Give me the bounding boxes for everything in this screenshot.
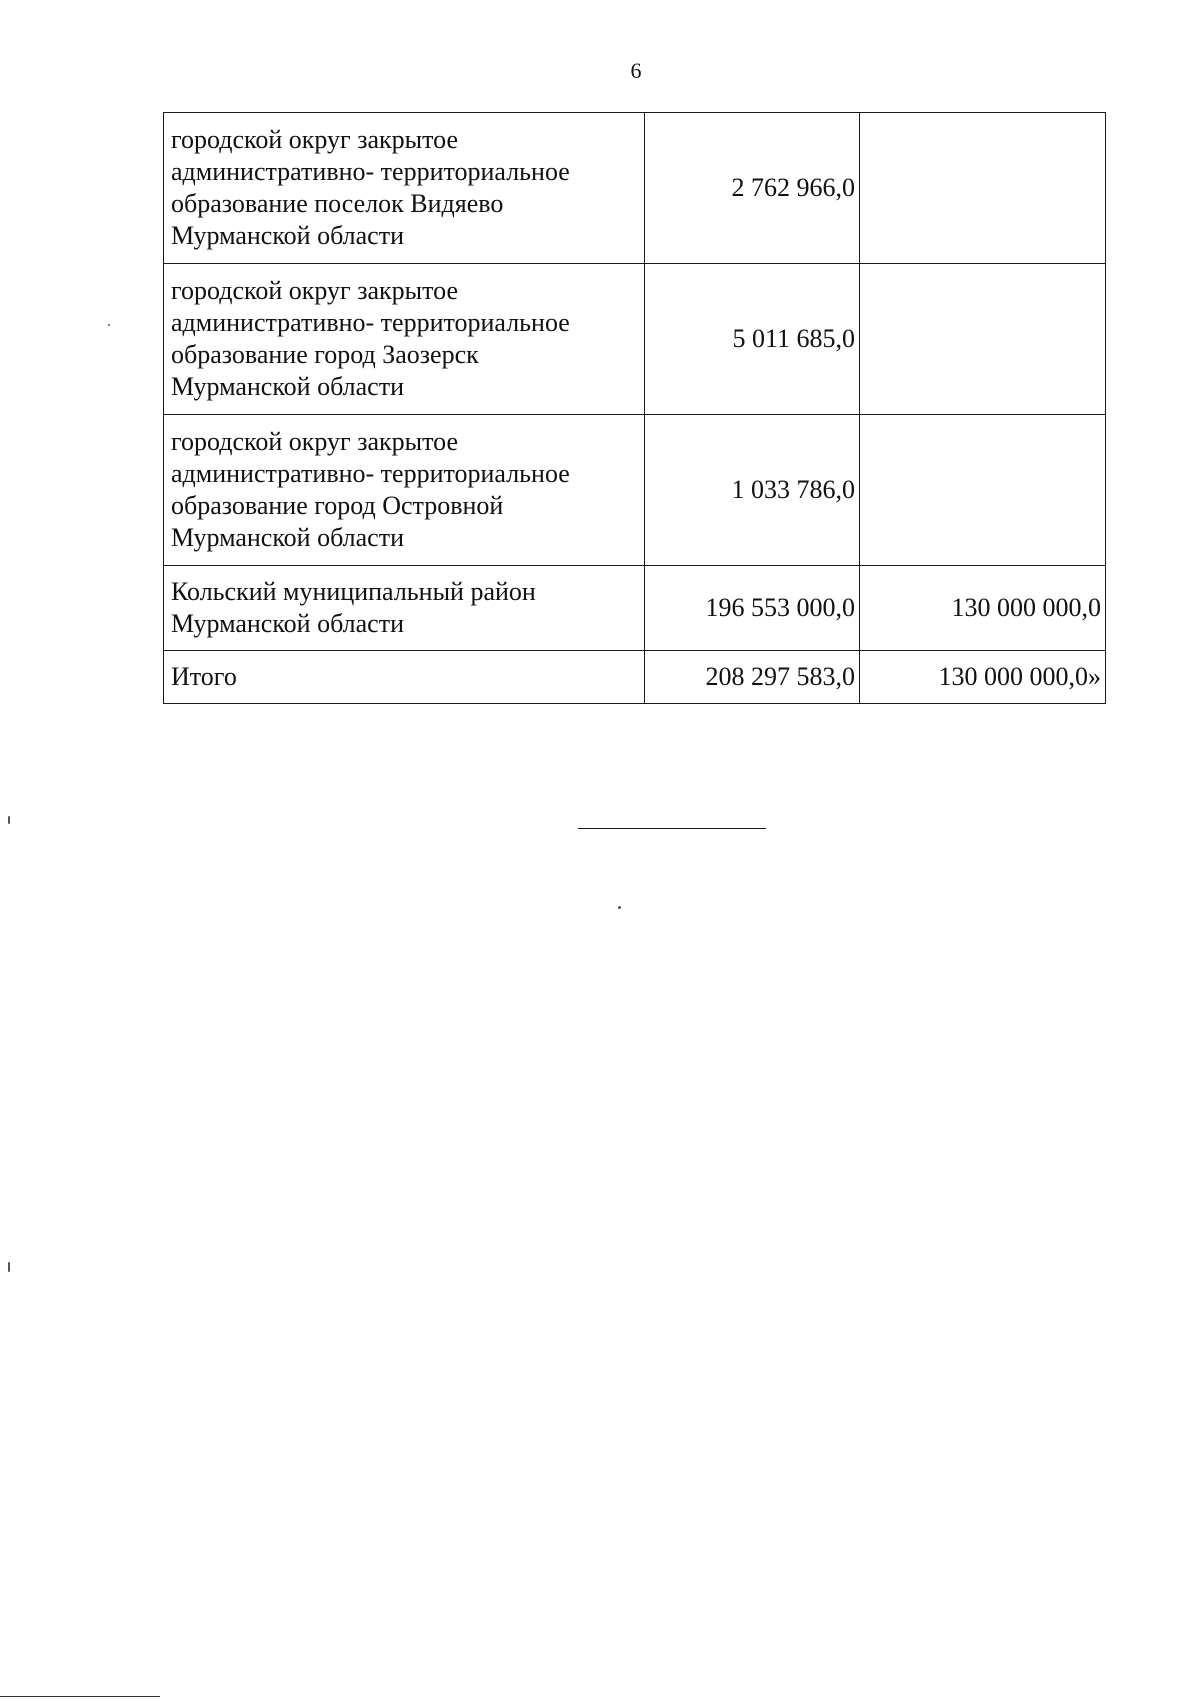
total-row (164, 651, 1106, 704)
name-line: городской округ закрытое (171, 125, 459, 154)
page-number: 6 (630, 58, 642, 83)
name-line: Мурманской области (171, 221, 404, 250)
amount-1-cell: 5 011 685,0 (645, 264, 860, 415)
table-row (164, 113, 1106, 264)
name-line: административно- территориальное (171, 459, 570, 488)
total-label-cell (164, 651, 645, 704)
table-row (164, 264, 1106, 415)
table-row (164, 566, 1106, 651)
name-line: городской округ закрытое (171, 276, 459, 305)
amount-1-cell: 1 033 786,0 (645, 415, 860, 566)
scan-speck (8, 1262, 10, 1272)
municipality-name-cell (164, 566, 645, 651)
name-line: образование город Островной (171, 491, 504, 520)
amount-2-cell (860, 415, 1106, 566)
name-line: образование поселок Видяево (171, 189, 504, 218)
name-line: Мурманской области (171, 372, 404, 401)
amount-2-cell: 130 000 000,0 (860, 566, 1106, 651)
scan-speck (8, 816, 10, 824)
closing-rule (578, 828, 766, 829)
allocation-table (163, 112, 1106, 704)
amount-1-cell: 2 762 966,0 (645, 113, 860, 264)
name-line: городской округ закрытое (171, 427, 459, 456)
name-line: образование город Заозерск (171, 340, 479, 369)
total-amount-1-cell: 208 297 583,0 (645, 651, 860, 704)
name-line: административно- территориальное (171, 157, 570, 186)
scan-speck (108, 324, 110, 326)
name-line: Мурманской области (171, 609, 404, 638)
scan-edge-line (0, 1696, 160, 1697)
amount-2-cell (860, 113, 1106, 264)
municipality-name-cell (164, 415, 645, 566)
amount-2-cell (860, 264, 1106, 415)
amount-1-cell: 196 553 000,0 (645, 566, 860, 651)
name-line: Кольский муниципальный район (171, 577, 536, 606)
name-line: Мурманской области (171, 523, 404, 552)
total-amount-2-cell: 130 000 000,0» (860, 651, 1106, 704)
scan-speck (618, 906, 621, 909)
municipality-name-cell (164, 113, 645, 264)
table-row (164, 415, 1106, 566)
name-line: административно- территориальное (171, 308, 570, 337)
name-line: Итого (171, 662, 237, 691)
municipality-name-cell (164, 264, 645, 415)
